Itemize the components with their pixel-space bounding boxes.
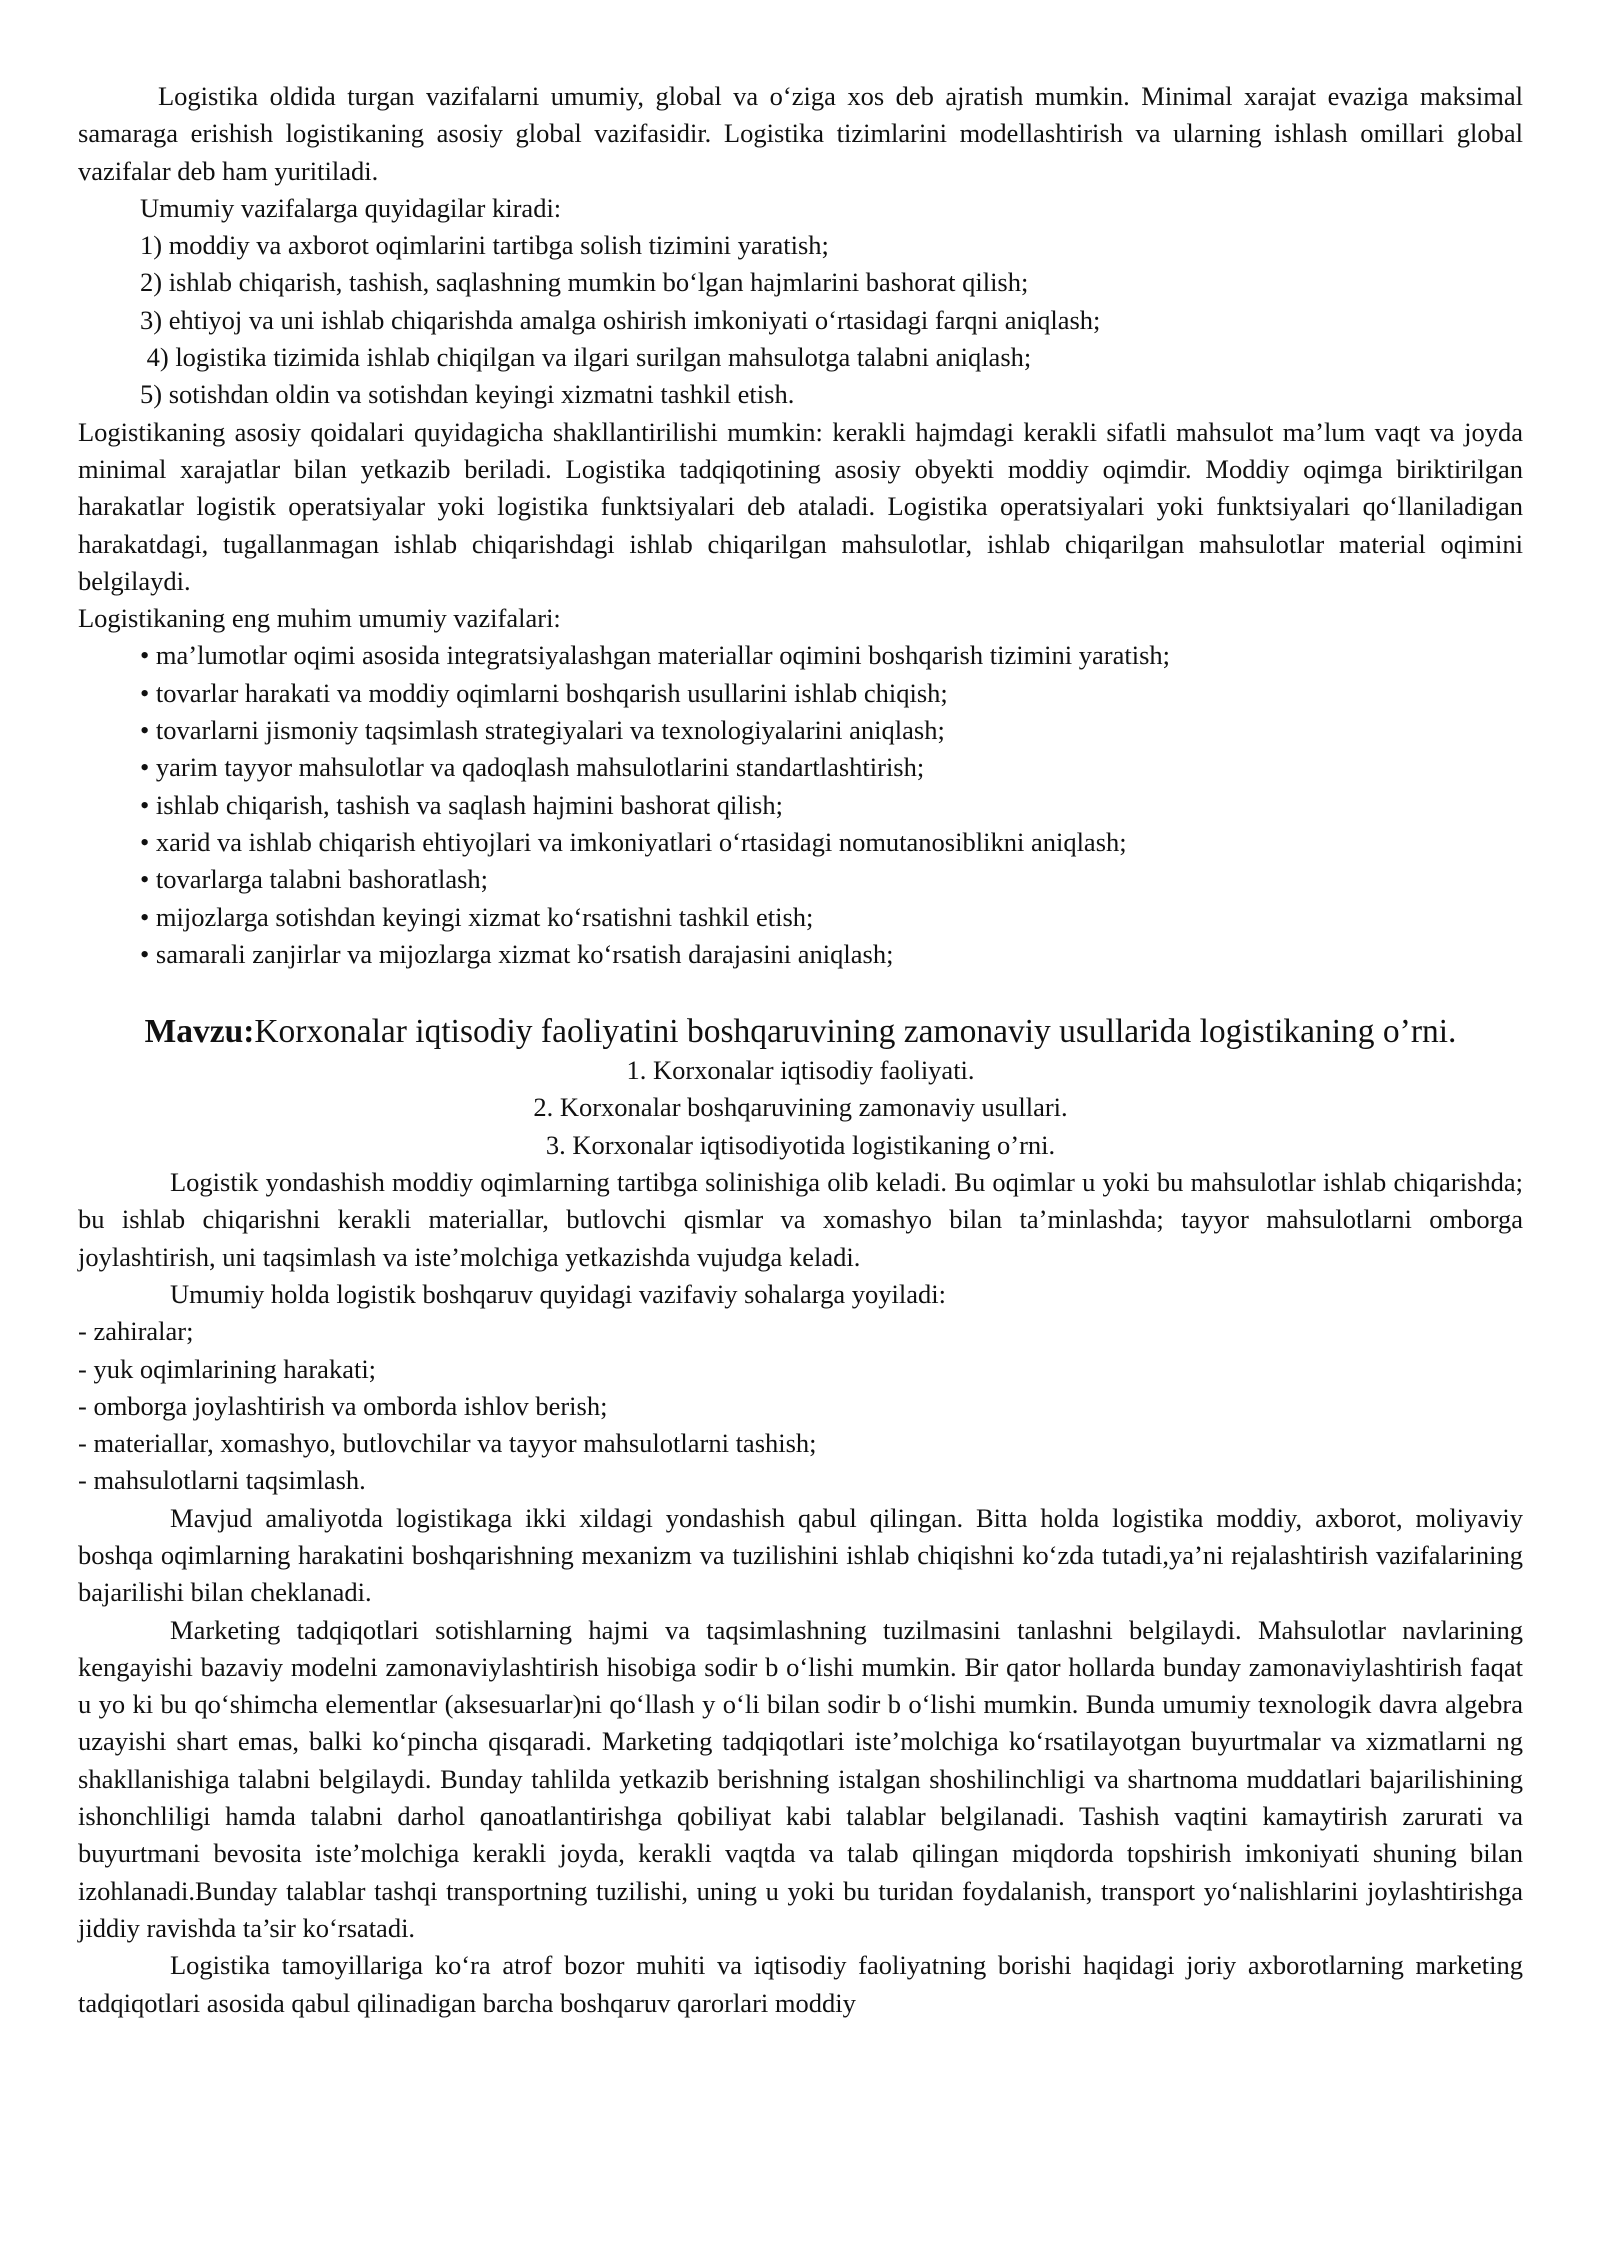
important-task-item: • ishlab chiqarish, tashish va saqlash hajmini bashorat qilish; — [140, 789, 783, 820]
important-task-item: • yarim tayyor mahsulotlar va qadoqlash mahsulotlarini standartlashtirish; — [140, 752, 925, 783]
body-paragraph: Mavjud amaliyotda logistikaga ikki xildagi yondashish qabul qilingan. Bitta holda logistika moddiy, axborot, moliyaviy boshqa oqimlarning harakatini boshqarishning mexanizm va tuzilishini ishlab chiqishni ko‘zda tutadi,ya’ni rejalashtirish vazifalarining bajarilishi bilan cheklanadi. — [78, 1502, 1523, 1608]
important-task-item: • xarid va ishlab chiqarish ehtiyojlari va imkoniyatlari o‘rtasidagi nomutanosiblikni aniqlash; — [140, 826, 1127, 857]
area-item: - materiallar, xomashyo, butlovchilar va tayyor mahsulotlarni tashish; — [78, 1428, 817, 1459]
topic-heading — [78, 1011, 1523, 1052]
plan-item: 2. Korxonalar boshqaruvining zamonaviy usullari. — [533, 1092, 1068, 1123]
area-item: - omborga joylashtirish va omborda ishlov berish; — [78, 1390, 608, 1421]
general-task-item: 4) logistika tizimida ishlab chiqilgan va ilgari surilgan mahsulotga talabni aniqlash; — [140, 342, 1032, 373]
general-task-item: 5) sotishdan oldin va sotishdan keyingi xizmatni tashkil etish. — [140, 379, 795, 410]
intro-paragraph: Logistika oldida turgan vazifalarni umumiy, global va o‘ziga xos deb ajratish mumkin. Minimal xarajat evaziga maksimal samaraga erishish logistikaning asosiy global vazifasidir. Logistika tizimlarini modellashtirish va ularning ishlash omillari global vazifalar deb ham yuritiladi. — [78, 81, 1523, 186]
general-task-item: 3) ehtiyoj va uni ishlab chiqarishda amalga oshirish imkoniyati o‘rtasidagi farqni aniqlash; — [140, 304, 1101, 335]
topic-heading-label: Mavzu: — [144, 1013, 255, 1051]
important-task-item: • samarali zanjirlar va mijozlarga xizmat ko‘rsatish darajasini aniqlash; — [140, 938, 894, 969]
important-task-item: • tovarlarni jismoniy taqsimlash strategiyalari va texnologiyalarini aniqlash; — [140, 715, 945, 746]
document-page — [78, 78, 1523, 2022]
area-item: - yuk oqimlarining harakati; — [78, 1353, 377, 1384]
important-task-item: • mijozlarga sotishdan keyingi xizmat ko‘rsatishni tashkil etish; — [140, 901, 814, 932]
topic-heading-text: Korxonalar iqtisodiy faoliyatini boshqaruvining zamonaviy usullarida logistikaning o’rni. — [254, 1013, 1457, 1051]
important-task-item: • tovarlarga talabni bashoratlash; — [140, 864, 489, 895]
general-task-item: 2) ishlab chiqarish, tashish, saqlashning mumkin bo‘lgan hajmlarini bashorat qilish; — [140, 267, 1029, 298]
important-task-item: • ma’lumotlar oqimi asosida integratsiyalashgan materiallar oqimini boshqarish tizimini yaratish; — [140, 640, 1171, 671]
area-item: - mahsulotlarni taqsimlash. — [78, 1465, 366, 1496]
important-tasks-title: Logistikaning eng muhim umumiy vazifalari: — [78, 603, 561, 634]
body-paragraph: Umumiy holda logistik boshqaruv quyidagi vazifaviy sohalarga yoyiladi: — [170, 1278, 946, 1309]
rules-paragraph: Logistikaning asosiy qoidalari quyidagicha shakllantirilishi mumkin: kerakli hajmdagi kerakli sifatli mahsulot ma’lum vaqt va joyda minimal xarajatlar bilan yetkazib beriladi. Logistika tadqiqotining asosiy obyekti moddiy oqimdir. Moddiy oqimga biriktirilgan harakatlar logistik operatsiyalar yoki logistika funktsiyalari deb ataladi. Logistika operatsiyalari yoki funktsiyalari qo‘llaniladigan harakatdagi, tugallanmagan ishlab chiqarishdagi ishlab chiqarilgan mahsulotlar, ishlab chiqarilgan mahsulotlar material oqimini belgilaydi. — [78, 416, 1523, 596]
plan-item: 3. Korxonalar iqtisodiyotida logistikaning o’rni. — [545, 1129, 1056, 1160]
body-paragraph: Logistik yondashish moddiy oqimlarning tartibga solinishiga olib keladi. Bu oqimlar u yoki bu mahsulotlar ishlab chiqarishda; bu ishlab chiqarishni kerakli materiallar, butlovchi qismlar va xomashyo bilan ta’minlashda; tayyor mahsulotlarni omborga joylashtirish, uni taqsimlash va iste’molchiga yetkazishda vujudga keladi. — [78, 1167, 1523, 1272]
important-task-item: • tovarlar harakati va moddiy oqimlarni boshqarish usullarini ishlab chiqish; — [140, 677, 948, 708]
general-task-item: 1) moddiy va axborot oqimlarini tartibga solish tizimini yaratish; — [140, 230, 829, 261]
body-paragraph: Marketing tadqiqotlari sotishlarning hajmi va taqsimlashning tuzilmasini tanlashni belgilaydi. Mahsulotlar navlarining kengayishi bazaviy modelni zamonaviylashtirish hisobiga sodir b o‘lishi mumkin. Bir qator hollarda bunday zamonaviylashtirish faqat u yo ki bu qo‘shimcha elementlar (aksesuarlar)ni qo‘llash y o‘li bilan sodir b o‘lishi mumkin. Bunda umumiy texnologik davra algebra uzayishi shart emas, balki ko‘pincha qisqaradi. Marketing tadqiqotlari iste’molchiga ko‘rsatilayotgan buyurtmalar va xizmatlarni ng shakllanishiga talabni belgilaydi. Bunday tahlilda yetkazib berishning istalgan shoshilinchligi va shartnoma muddatlari bajarilishining ishonchliligi hamda talabni darhol qanoatlantirishga qobiliyat kabi talablar belgilanadi. Tashish vaqtini kamaytirish zarurati va buyurtmani bevosita iste’molchiga kerakli joyda, kerakli vaqtda va talab qilingan miqdorda topshirish imkoniyati shuning bilan izohlanadi.Bunday talablar tashqi transportning tuzilishi, uning u yoki bu turidan foydalanish, transport yo‘nalishlarini joylashtirishga jiddiy ravishda ta’sir ko‘rsatadi. — [78, 1614, 1523, 1943]
general-tasks-title: Umumiy vazifalarga quyidagilar kiradi: — [140, 192, 562, 223]
plan-item: 1. Korxonalar iqtisodiy faoliyati. — [626, 1055, 975, 1086]
area-item: - zahiralar; — [78, 1316, 194, 1347]
body-paragraph: Logistika tamoyillariga ko‘ra atrof bozor muhiti va iqtisodiy faoliyatning borishi haqidagi joriy axborotlarning marketing tadqiqotlari asosida qabul qilinadigan barcha boshqaruv qarorlari moddiy — [78, 1950, 1523, 2018]
